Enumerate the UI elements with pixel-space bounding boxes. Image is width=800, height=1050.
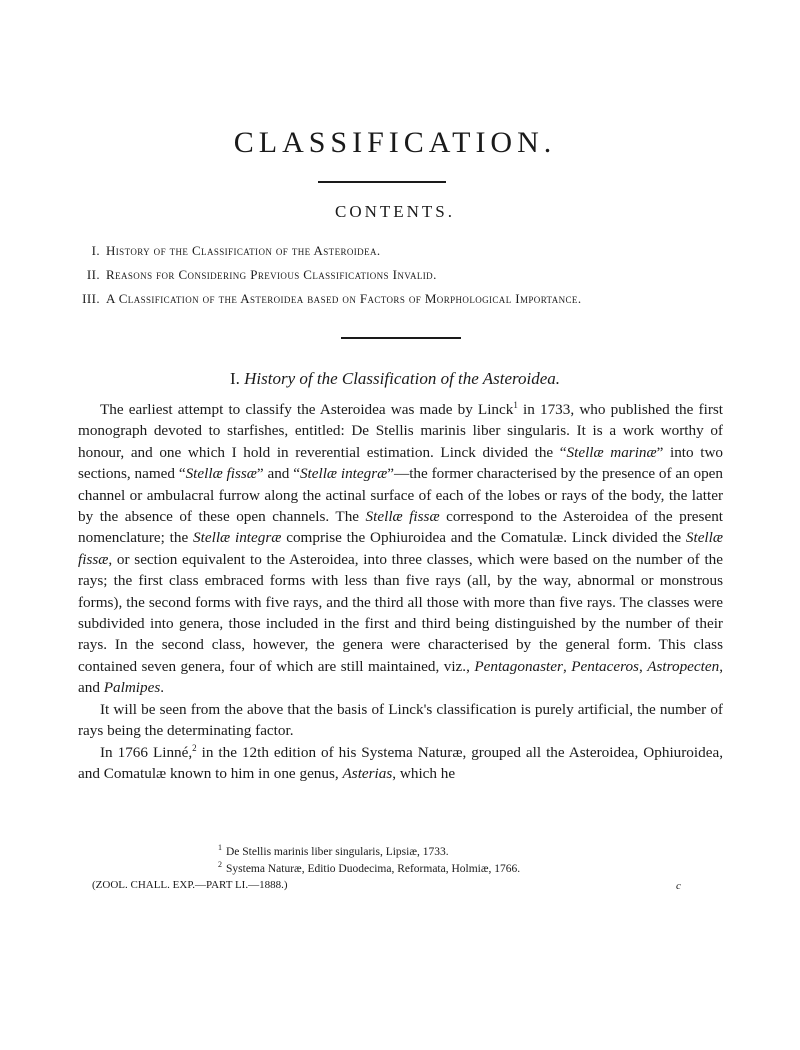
section-title: History of the Classification of the Asteroidea. <box>244 369 561 388</box>
signature-mark: c <box>676 880 681 892</box>
page-title: CLASSIFICATION. <box>233 126 557 159</box>
text-run: , <box>638 657 648 675</box>
footnote <box>218 844 449 861</box>
footnote-text: Systema Naturæ, Editio Duodecima, Reformata, Holmiæ, 1766. <box>226 863 521 875</box>
text-run: . <box>160 679 165 697</box>
genus-name: Palmipes <box>103 679 161 697</box>
paragraph <box>78 399 723 699</box>
footnote-number: 1 <box>218 843 222 853</box>
body-text <box>78 399 723 784</box>
genus-name: Astropecten <box>647 657 720 675</box>
page-footer: (ZOOL. CHALL. EXP.—PART LI.—1888.) <box>92 879 288 891</box>
genus-name: Pentaceros <box>571 657 639 675</box>
text-run: , or section equivalent to the Asteroidea, into three classes, which were based on the number of the rays; the first class embraced forms with less than five rays (all, by the way, abnormal or monstrous forms), the second forms with five rays, and the third all those with more than five rays. The classes were subdivided into genera, those included in the first and third being distinguished by the number of their rays. In the second class, however, the genera were characterised by the general form. This class contained seven genera, four of which are still maintained, viz., <box>78 550 723 675</box>
text-run: ”—the former characterised by the presence of an open channel or ambulacral furrow along the actinal surface of each of the lobes or rays of the body, the latter by the absence of these open channels. The <box>78 465 724 526</box>
footnote-ref: 2 <box>192 742 197 753</box>
contents-item-number: II. <box>86 267 100 282</box>
contents-item-text: Reasons for Considering Previous Classifications Invalid. <box>106 267 437 282</box>
contents-item <box>78 239 758 263</box>
title-rule <box>318 181 446 183</box>
genus-name: Pentagonaster <box>474 657 563 675</box>
latin-term: Stellæ integræ <box>299 465 388 483</box>
text-run: In 1766 Linné, <box>100 743 193 761</box>
text-run: comprise the Ophiuroidea and the Comatulæ. Linck divided the <box>281 529 686 547</box>
text-run: , and <box>78 657 724 697</box>
genus-name: Asterias <box>342 764 393 782</box>
contents-item-number: III. <box>82 291 100 306</box>
text-run: The earliest attempt to classify the Asteroidea was made by Linck <box>100 401 514 418</box>
footnote-number: 2 <box>218 860 222 870</box>
contents-list <box>78 239 758 311</box>
latin-term: Stellæ integræ <box>193 529 282 547</box>
text-run: ” into two sections, named “ <box>78 443 724 483</box>
contents-rule <box>341 337 461 339</box>
text-run: , which he <box>392 764 456 782</box>
section-number: I. <box>229 369 240 388</box>
paragraph <box>78 742 723 785</box>
paragraph: It will be seen from the above that the basis of Linck's classification is purely artificial, the number of rays being the determinating factor. <box>78 700 723 740</box>
text-run: ” and “ <box>256 465 300 483</box>
latin-term: Stellæ fissæ <box>185 465 257 483</box>
text-run: in 1733, who published the first monograph devoted to starfishes, entitled: De Stellis marinis liber singularis. It is a work worthy of honour, and one which I hold in reverential estimation. Linck divided the “ <box>78 401 724 461</box>
contents-item <box>78 263 758 287</box>
contents-item <box>78 287 758 311</box>
footnote <box>218 861 520 878</box>
latin-term: Stellæ marinæ <box>566 443 657 461</box>
text-run: in the 12th edition of his Systema Naturæ, grouped all the Asteroidea, Ophiuroidea, and Comatulæ known to him in one genus, <box>78 743 723 782</box>
latin-term: Stellæ fissæ <box>78 529 723 568</box>
text-run: correspond to the Asteroidea of the present nomenclature; the <box>78 508 724 547</box>
text-run: , <box>562 657 572 675</box>
section-heading <box>0 369 790 389</box>
footnote-text: De Stellis marinis liber singularis, Lipsiæ, 1733. <box>226 846 449 858</box>
latin-term: Stellæ fissæ <box>365 508 440 526</box>
contents-heading: CONTENTS. <box>334 202 456 221</box>
contents-item-text: History of the Classification of the Asteroidea. <box>106 243 381 258</box>
footnote-ref: 1 <box>513 399 518 410</box>
contents-item-text: A Classification of the Asteroidea based on Factors of Morphological Importance. <box>106 291 582 306</box>
contents-item-number: I. <box>91 243 100 258</box>
